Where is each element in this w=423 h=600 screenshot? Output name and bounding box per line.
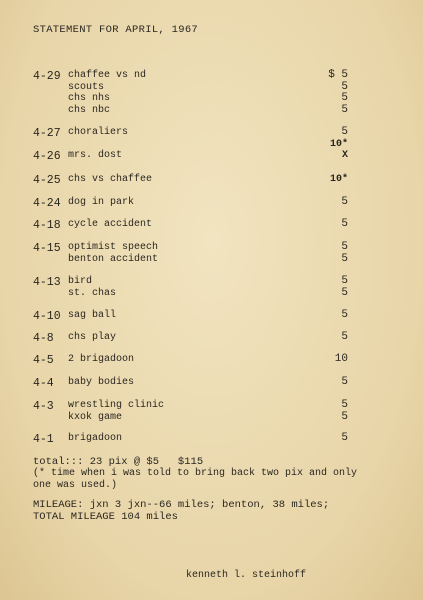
entry-amount: 5 bbox=[341, 126, 348, 138]
entry-descriptions bbox=[68, 400, 164, 423]
entry-date: 4-1 bbox=[33, 433, 54, 446]
entry-item: 2 brigadoon bbox=[68, 354, 135, 365]
entry-amounts bbox=[341, 377, 348, 389]
statement-title: STATEMENT FOR APRIL, 1967 bbox=[33, 24, 199, 36]
entry-amount: 5 bbox=[341, 309, 348, 321]
entry-descriptions bbox=[68, 174, 152, 186]
entry-amount: 5 bbox=[341, 399, 348, 411]
entry-amount: 5 bbox=[341, 218, 348, 230]
entry-amount: 5 bbox=[341, 376, 348, 388]
entry-descriptions bbox=[68, 310, 116, 322]
entry-amount: 5 bbox=[341, 103, 348, 116]
mileage-line-2: TOTAL MILEAGE 104 miles bbox=[33, 510, 178, 523]
signature: kenneth l. steinhoff bbox=[186, 570, 307, 581]
entry-amount: X bbox=[341, 150, 348, 161]
entry-item: chs nhs bbox=[68, 93, 111, 104]
entry-item: chaffee vs nd bbox=[68, 70, 147, 81]
entry-item: chs vs chaffee bbox=[68, 174, 153, 185]
entry-amount: 5 bbox=[341, 410, 348, 423]
entry-amount: 10* bbox=[329, 174, 348, 185]
entry-item: mrs. dost bbox=[68, 150, 123, 161]
entry-date: 4-8 bbox=[33, 332, 54, 345]
entry-amount: 5 bbox=[341, 80, 348, 93]
entry-item: st. chas bbox=[68, 287, 117, 299]
entry-amount: 5 bbox=[341, 275, 348, 287]
entry-item: scouts bbox=[68, 81, 105, 93]
entry-date: 4-5 bbox=[33, 354, 54, 367]
total-line: total::: 23 pix @ $5 $115 bbox=[33, 456, 204, 468]
entry-amount: 5 bbox=[341, 252, 348, 265]
entry-date: 4-10 bbox=[33, 310, 61, 323]
entry-amount: 5 bbox=[341, 92, 348, 104]
entry-descriptions bbox=[68, 377, 134, 389]
entry-amounts bbox=[341, 197, 348, 209]
entry-amounts bbox=[341, 310, 348, 322]
entry-amounts bbox=[330, 174, 348, 186]
entry-date: 4-18 bbox=[33, 219, 61, 232]
note-line-2: one was used.) bbox=[33, 480, 118, 491]
entry-item: optimist speech bbox=[68, 242, 159, 253]
entry-amount: 5 bbox=[341, 241, 348, 253]
entry-amount: 5 bbox=[341, 432, 348, 444]
entry-date: 4-25 bbox=[33, 174, 61, 187]
entry-date: 4-26 bbox=[33, 150, 61, 163]
mileage-block bbox=[33, 500, 329, 523]
entry-amounts bbox=[341, 400, 348, 423]
entry-item: brigadoon bbox=[68, 433, 123, 444]
entry-descriptions bbox=[68, 197, 134, 209]
entry-amount: 10* bbox=[329, 138, 348, 150]
note-line-1: (* time when i was told to bring back two pix and only bbox=[33, 468, 358, 479]
entry-item: kxok game bbox=[68, 411, 123, 423]
entry-descriptions bbox=[68, 276, 116, 299]
entry-date: 4-27 bbox=[33, 127, 61, 140]
entry-amounts bbox=[330, 127, 348, 150]
entry-descriptions bbox=[68, 219, 152, 231]
entry-amounts bbox=[341, 219, 348, 231]
mileage-line-1: MILEAGE: jxn 3 jxn--66 miles; benton, 38 miles; bbox=[33, 499, 330, 511]
entry-item: bird bbox=[68, 276, 93, 287]
entry-descriptions bbox=[68, 433, 122, 445]
entry-item: sag ball bbox=[68, 310, 117, 321]
entry-date: 4-13 bbox=[33, 276, 61, 289]
entry-amounts bbox=[341, 433, 348, 445]
entry-amount: $ 5 bbox=[328, 69, 348, 81]
entry-item: benton accident bbox=[68, 253, 159, 265]
entry-descriptions bbox=[68, 332, 116, 344]
entry-amount: 5 bbox=[341, 196, 348, 208]
entry-date: 4-15 bbox=[33, 242, 61, 255]
entry-item: choraliers bbox=[68, 127, 129, 138]
entry-amount: 5 bbox=[341, 331, 348, 343]
entry-descriptions bbox=[68, 70, 146, 116]
entry-date: 4-29 bbox=[33, 70, 61, 83]
entry-item: dog in park bbox=[68, 197, 135, 208]
entry-descriptions bbox=[68, 127, 128, 139]
entry-item: chs play bbox=[68, 332, 117, 343]
entry-item: wrestling clinic bbox=[68, 400, 165, 411]
entry-item: baby bodies bbox=[68, 377, 135, 388]
entry-amounts bbox=[328, 70, 348, 116]
entry-amounts bbox=[341, 276, 348, 299]
entry-item: chs nbc bbox=[68, 104, 111, 116]
entry-date: 4-3 bbox=[33, 400, 54, 413]
entry-descriptions bbox=[68, 242, 158, 265]
entry-date: 4-4 bbox=[33, 377, 54, 390]
entry-item: cycle accident bbox=[68, 219, 153, 230]
entry-descriptions bbox=[68, 354, 134, 366]
entry-date: 4-24 bbox=[33, 197, 61, 210]
entry-amounts bbox=[342, 150, 348, 162]
entry-amount: 5 bbox=[341, 286, 348, 299]
entry-amounts bbox=[335, 354, 348, 366]
entry-amounts bbox=[341, 332, 348, 344]
entry-descriptions bbox=[68, 150, 122, 162]
entry-amounts bbox=[341, 242, 348, 265]
total-block bbox=[33, 456, 357, 492]
entry-amount: 10 bbox=[334, 353, 348, 365]
